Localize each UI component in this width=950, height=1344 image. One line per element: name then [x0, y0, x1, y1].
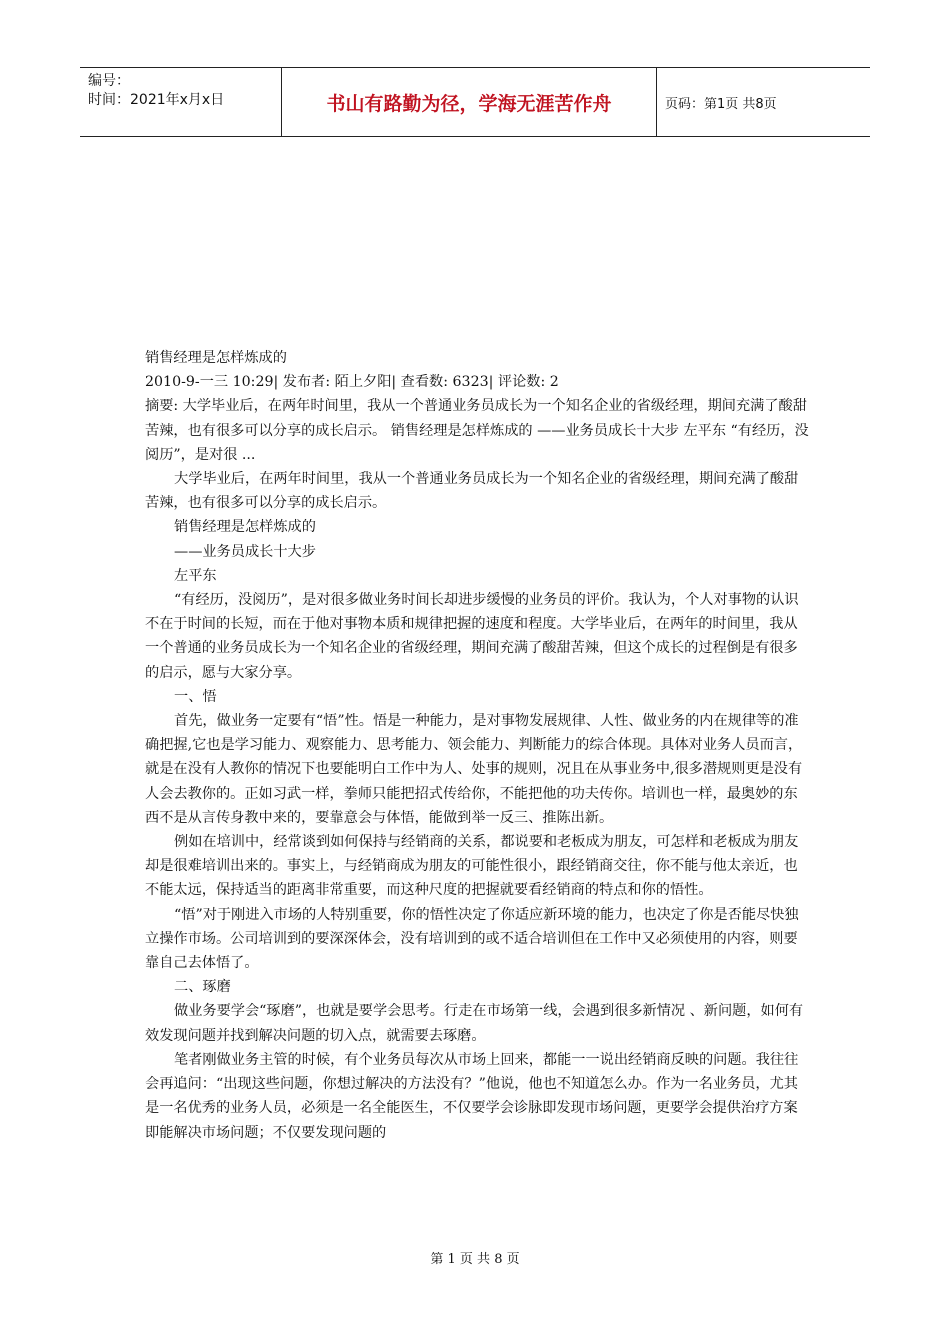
time-label: 时间：2021年x月x日	[88, 92, 225, 108]
paragraph: “悟”对于刚进入市场的人特别重要，你的悟性决定了你适应新环境的能力，也决定了你是否能尽快独立操作市场。公司培训到的要深深体会，没有培训到的或不适合培训但在工作中又必须使用的内容，则要靠自己去体悟了。	[145, 906, 799, 972]
header-left-cell	[80, 68, 282, 136]
page-footer: 第 1 页 共 8 页	[430, 1252, 520, 1267]
article-body	[145, 346, 810, 1145]
article-subtitle: 销售经理是怎样炼成的	[174, 519, 316, 536]
header-page-code: 页码：第1页 共8页	[665, 96, 777, 112]
paragraph: 例如在培训中，经常谈到如何保持与经销商的关系，都说要和老板成为朋友，可怎样和老板成为朋友却是很难培训出来的。事实上，与经销商成为朋友的可能性很小，跟经销商交往，你不能与他太亲近，也不能太远，保持适当的距离非常重要，而这种尺度的把握就要看经销商的特点和你的悟性。	[145, 834, 799, 899]
paragraph: 大学毕业后，在两年时间里，我从一个普通业务员成长为一个知名企业的省级经理，期间充满了酸甜苦辣，也有很多可以分享的成长启示。	[145, 471, 799, 512]
paragraph: 笔者刚做业务主管的时候，有个业务员每次从市场上回来，都能一一说出经销商反映的问题。我往往会再追问：“出现这些问题，你想过解决的方法没有？”他说，他也不知道怎么办。作为一名业务员，尤其是一名优秀的业务人员，必须是一名全能医生，不仅要学会诊脉即发现市场问题，更要学会提供治疗方案即能解决市场问题；不仅要发现问题的	[145, 1051, 799, 1141]
paragraph: 首先，做业务一定要有“悟”性。悟是一种能力，是对事物发展规律、人性、做业务的内在规律等的准确把握,它也是学习能力、观察能力、思考能力、领会能力、判断能力的综合体现。具体对业务人员而言，就是在没有人教你的情况下也要能明白工作中为人、处事的规则，况且在从事业务中,很多潜规则更是没有人会去教你的。正如习武一样，拳师只能把招式传给你，不能把他的功夫传你。培训也一样，最奥妙的东西不是从言传身教中来的，要靠意会与体悟，能做到举一反三、推陈出新。	[145, 713, 803, 826]
paragraph: 做业务要学会“琢磨”，也就是要学会思考。行走在市场第一线，会遇到很多新情况 、新问题，如何有效发现问题并找到解决问题的切入点，就需要去琢磨。	[145, 1003, 804, 1044]
section-heading: 二、琢磨	[174, 979, 231, 996]
number-label: 编号：	[88, 73, 130, 89]
article-title: 销售经理是怎样炼成的	[145, 350, 287, 366]
document-header	[80, 67, 870, 137]
article-summary: 摘要: 大学毕业后，在两年时间里，我从一个普通业务员成长为一个知名企业的省级经理，期间充满了酸甜苦辣，也有很多可以分享的成长启示。 销售经理是怎样炼成的 ——业务员成长十大步 左平东 “有经历，没阅历”，是对很 ...	[145, 398, 809, 463]
paragraph: “有经历，没阅历”，是对很多做业务时间长却进步缓慢的业务员的评价。我认为，个人对事物的认识不在于时间的长短，而在于他对事物本质和规律把握的速度和程度。大学毕业后，在两年的时间里，我从一个普通的业务员成长为一个知名企业的省级经理，期间充满了酸甜苦辣，但这个成长的过程倒是有很多的启示，愿与大家分享。	[145, 592, 799, 681]
article-subtitle-series: ——业务员成长十大步	[174, 543, 316, 560]
header-motto: 书山有路勤为径，学海无涯苦作舟	[282, 68, 657, 136]
article-meta: 2010-9-一三 10:29| 发布者: 陌上夕阳| 查看数: 6323| 评论数: 2	[145, 374, 559, 391]
article-author: 左平东	[174, 567, 217, 584]
section-heading: 一、悟	[174, 688, 217, 705]
